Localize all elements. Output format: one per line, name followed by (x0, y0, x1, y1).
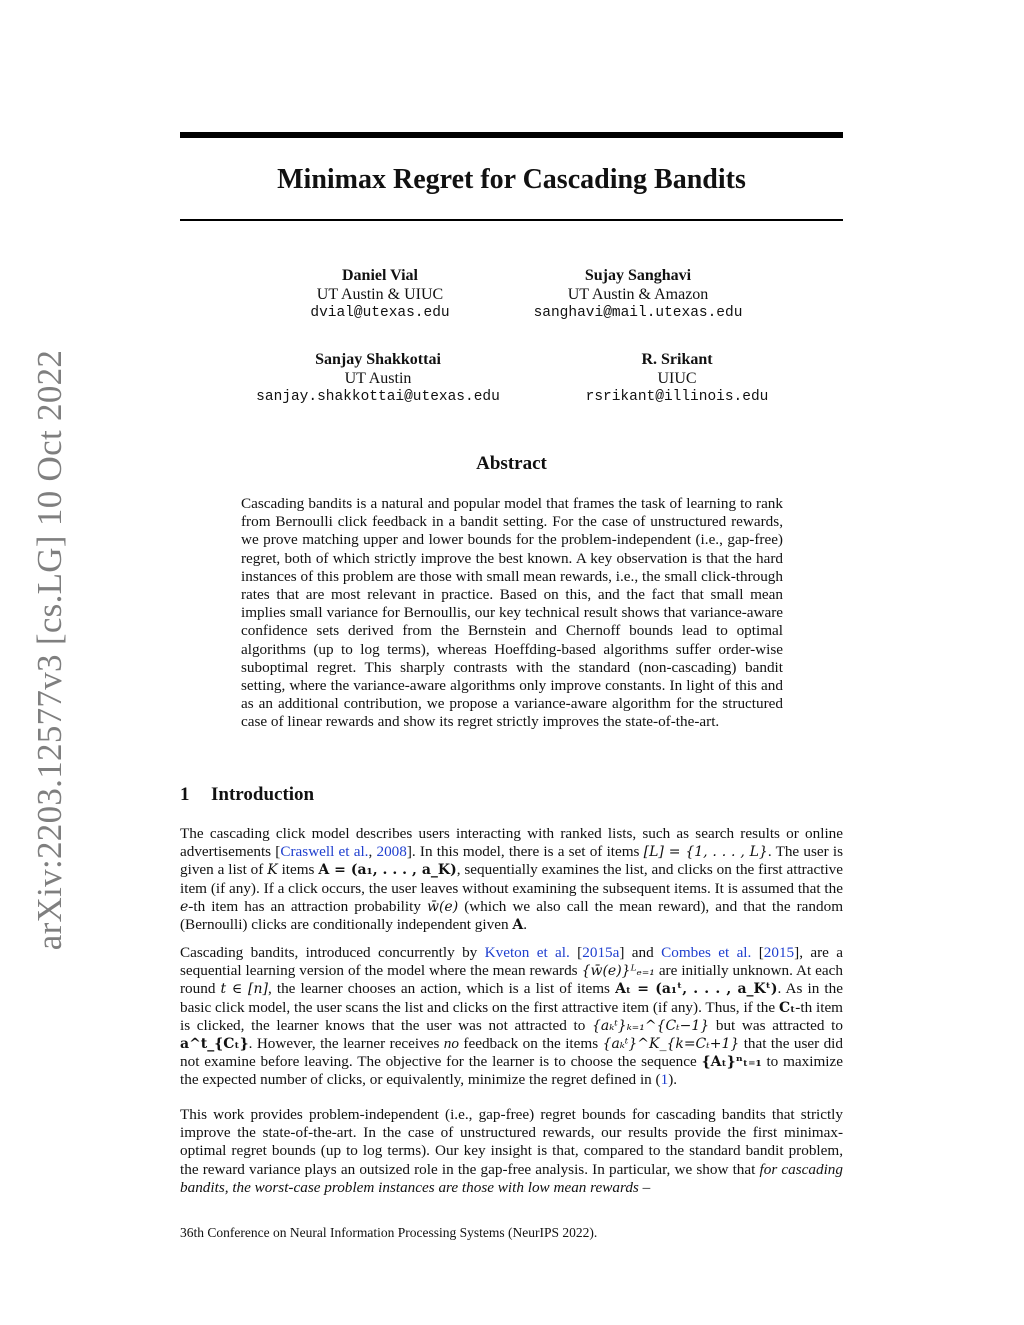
emphasis: for cascading bandits, the worst-case problem instances are those with low mean rewards – (180, 1160, 843, 1196)
intro-paragraph-1: The cascading click model describes users interacting with ranked lists, such as search results or online advertisements [Craswell et al., 2008]. In this model, there is a set of items [L] = {1, . . . , L}. The user is given a list of K items A = (a₁, . . . , a_K), sequentially examines the list, and clicks on the first attractive item (if any). If a click occurs, the user leaves without examining the subsequent items. It is assumed that the e-th item has an attraction probability w̄(e) (which we also call the mean reward), and that the random (Bernoulli) clicks are conditionally independent given A. (180, 825, 844, 934)
title-rule-top (180, 132, 843, 138)
author-affiliation: UT Austin & Amazon (567, 285, 709, 303)
citation-link[interactable]: 2015a (582, 944, 620, 961)
author-affiliation: UT Austin & UIUC (316, 285, 444, 303)
author-email[interactable]: dvial@utexas.edu (310, 305, 450, 321)
author-name: Sanjay Shakkottai (315, 351, 441, 368)
math-inline: [L] = {1, . . . , L} (643, 844, 768, 861)
author-name: R. Srikant (641, 351, 713, 368)
section-title: Introduction (211, 784, 315, 805)
citation-link[interactable]: 2015 (763, 944, 795, 961)
intro-paragraph-3: This work provides problem-independent (i.e., gap-free) regret bounds for cascading bandits that strictly improve the state-of-the-art. In the case of unstructured rewards, our results provide the first minimax-optimal regret bounds (up to log terms). Our key insight is that, compared to the standard bandit problem, the reward variance plays an outsized role in the gap-free analysis. In particular, we show that for cascading bandits, the worst-case problem instances are those with low mean rewards – (180, 1106, 843, 1196)
math-inline: {aₖᵗ}ₖ₌₁^{Cₜ−1} (591, 1017, 710, 1034)
math-inline: {Aₜ}ⁿₜ₌₁ (701, 1054, 762, 1071)
emphasis: no (443, 1035, 459, 1053)
title-rule-bottom (180, 219, 843, 221)
author-block (230, 267, 530, 323)
author-block (228, 351, 528, 407)
author-block (527, 351, 827, 407)
section-heading (180, 784, 314, 806)
citation-link[interactable]: 2008 (376, 843, 407, 861)
abstract-text: Cascading bandits is a natural and popular model that frames the task of learning to rank from Bernoulli click feedback in a bandit setting. For the case of unstructured rewards, we prove matching upper and lower bounds for the problem-independent (i.e., gap-free) regret, both of which strictly improve the best known. A key observation is that the hard instances of this problem are those with small mean rewards, i.e., the small click-through rates that are most relevant in practice. Based on this, and the fact that small mean implies small variance for Bernoullis, our key technical result shows that variance-aware confidence sets derived from the Bernstein and Chernoff bounds lead to optimal algorithms (up to log terms), whereas Hoeffding-based algorithms suffer order-wise suboptimal regret. This sharply contrasts with the standard (non-cascading) bandit setting, where the variance-aware algorithms only improve constants. In light of this and as an additional contribution, we propose a variance-aware algorithm for the structured case of linear rewards and show its regret strictly improves the state-of-the-art. (241, 495, 783, 731)
math-inline: A (512, 917, 524, 934)
author-block (488, 267, 788, 323)
abstract-heading: Abstract (476, 453, 547, 474)
arxiv-identifier-stamp: arXiv:2203.12577v3 [cs.LG] 10 Oct 2022 (30, 349, 69, 951)
author-email[interactable]: rsrikant@illinois.edu (585, 389, 769, 405)
author-name: Sujay Sanghavi (584, 267, 692, 284)
citation-link[interactable]: Kveton et al. (484, 944, 570, 961)
intro-paragraph-2: Cascading bandits, introduced concurrently by Kveton et al. [2015a] and Combes et al. [2015], are a sequential learning version of the model where the mean rewards {w̄(e)}ᴸₑ₌₁ are initially unknown. At each round t ∈ [n], the learner chooses an action, which is a list of items Aₜ = (a₁ᵗ, . . . , a_Kᵗ). As in the basic click model, the user scans the list and clicks on the first attractive item (if any). Thus, if the Cₜ-th item is clicked, the learner knows that the user was not attracted to {aₖᵗ}ₖ₌₁^{Cₜ−1} but was attracted to a^t_{Cₜ}. However, the learner receives no feedback on the items {aₖᵗ}^K_{k=Cₜ+1} that the user did not examine before leaving. The objective for the learner is to choose the sequence {Aₜ}ⁿₜ₌₁ to maximize the expected number of clicks, or equivalently, minimize the regret defined in (1). (180, 944, 844, 1089)
author-email[interactable]: sanghavi@mail.utexas.edu (533, 305, 743, 321)
math-inline: a^t_{Cₜ} (180, 1036, 249, 1053)
section-number: 1 (180, 784, 190, 805)
author-affiliation: UT Austin (344, 369, 412, 387)
author-email[interactable]: sanjay.shakkottai@utexas.edu (256, 389, 500, 405)
math-inline: t ∈ [n] (220, 981, 268, 998)
math-inline: K (267, 862, 278, 879)
author-affiliation: UIUC (657, 369, 697, 387)
citation-link[interactable]: Craswell et al. (280, 843, 369, 861)
math-inline: Aₜ = (a₁ᵗ, . . . , a_Kᵗ) (615, 981, 778, 998)
citation-link[interactable]: Combes et al. (661, 944, 752, 961)
math-inline: {w̄(e)}ᴸₑ₌₁ (581, 963, 655, 980)
conference-footnote: 36th Conference on Neural Information Processing Systems (NeurIPS 2022). (180, 1225, 598, 1240)
paper-title: Minimax Regret for Cascading Bandits (277, 164, 746, 195)
math-inline: A = (a₁, . . . , a_K) (318, 862, 457, 879)
math-inline: Cₜ (778, 999, 796, 1016)
math-inline: e (180, 898, 189, 915)
math-inline: w̄(e) (426, 898, 459, 915)
author-name: Daniel Vial (341, 267, 418, 284)
math-inline: {aₖᵗ}^K_{k=Cₜ+1} (602, 1036, 740, 1053)
equation-reference-link[interactable]: 1 (660, 1071, 669, 1089)
